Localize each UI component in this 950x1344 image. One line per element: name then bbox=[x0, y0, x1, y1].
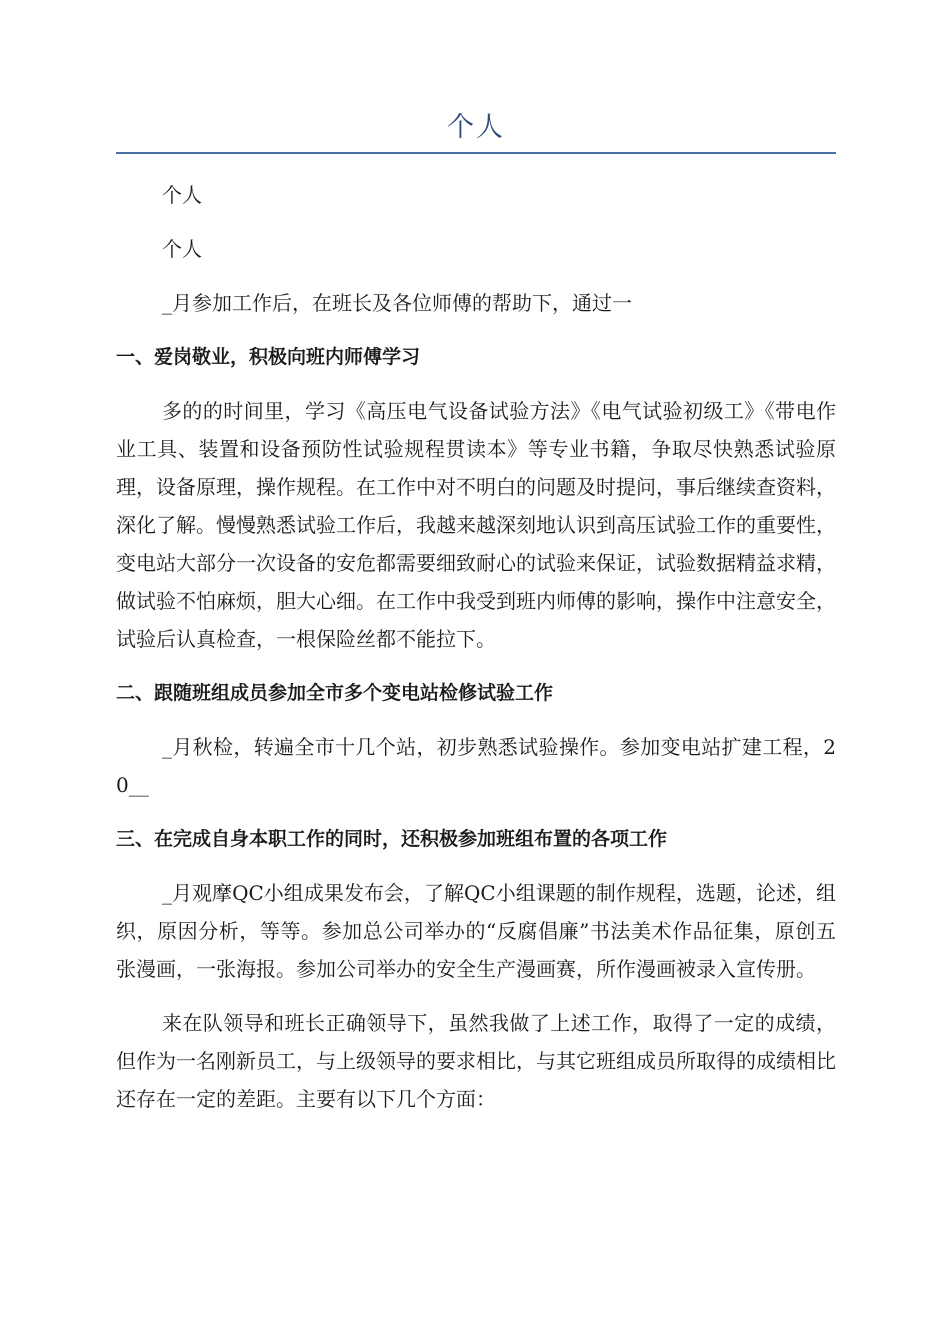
document-title: 个人 bbox=[447, 112, 505, 143]
section-heading: 一、爱岗敬业，积极向班内师傅学习 bbox=[116, 346, 421, 368]
paragraph: 多的的时间里，学习《高压电气设备试验方法》《电气试验初级工》《带电作业工具、装置和设备预防性试验规程贯读本》等专业书籍，争取尽快熟悉试验原理，设备原理，操作规程。在工作中对不明白的问题及时提问，事后继续查资料，深化了解。慢慢熟悉试验工作后，我越来越深刻地认识到高压试验工作的重要性，变电站大部分一次设备的安危都需要细致耐心的试验来保证，试验数据精益求精，做试验不怕麻烦，胆大心细。在工作中我受到班内师傅的影响，操作中注意安全，试验后认真检查，一根保险丝都不能拉下。 bbox=[116, 399, 836, 651]
paragraph: _月参加工作后，在班长及各位师傅的帮助下，通过一 bbox=[162, 291, 632, 315]
paragraph: 个人 bbox=[162, 237, 202, 261]
paragraph: 个人 bbox=[162, 183, 202, 207]
paragraph: _月秋检，转遍全市十几个站，初步熟悉试验操作。参加变电站扩建工程，20__ bbox=[116, 735, 836, 797]
paragraph: 来在队领导和班长正确领导下，虽然我做了上述工作，取得了一定的成绩，但作为一名刚新员工，与上级领导的要求相比，与其它班组成员所取得的成绩相比还存在一定的差距。主要有以下几个方面： bbox=[116, 1011, 836, 1111]
document-page bbox=[116, 108, 836, 1118]
paragraph: _月观摩QC小组成果发布会，了解QC小组课题的制作规程，选题，论述，组织，原因分析，等等。参加总公司举办的“反腐倡廉”书法美术作品征集，原创五张漫画，一张海报。参加公司举办的安全生产漫画赛，所作漫画被录入宣传册。 bbox=[116, 881, 836, 981]
section-heading: 二、跟随班组成员参加全市多个变电站检修试验工作 bbox=[116, 682, 554, 704]
title-divider bbox=[116, 152, 836, 154]
section-heading: 三、在完成自身本职工作的同时，还积极参加班组布置的各项工作 bbox=[116, 828, 668, 850]
